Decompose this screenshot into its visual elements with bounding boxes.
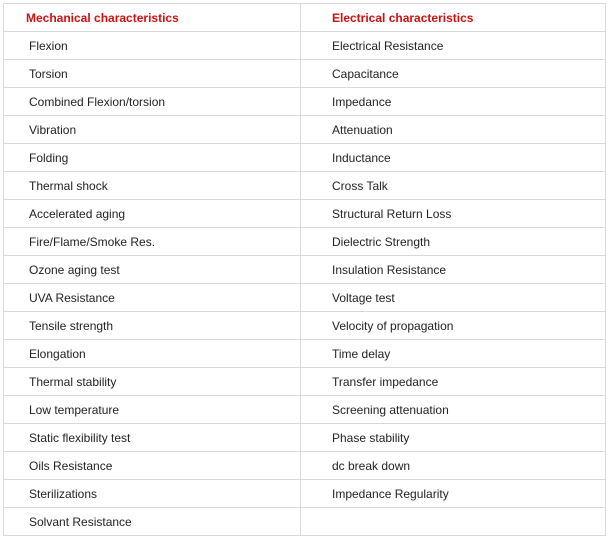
electrical-cell: Voltage test [301,284,606,312]
mechanical-cell: Oils Resistance [4,452,301,480]
mechanical-cell: Solvant Resistance [4,508,301,536]
electrical-cell: Capacitance [301,60,606,88]
characteristics-table-container [3,3,605,536]
electrical-cell: dc break down [301,452,606,480]
mechanical-cell: Accelerated aging [4,200,301,228]
electrical-cell: Phase stability [301,424,606,452]
table-row [4,424,606,452]
electrical-cell: Electrical Resistance [301,32,606,60]
header-electrical: Electrical characteristics [301,4,606,32]
table-row [4,480,606,508]
table-row [4,88,606,116]
mechanical-cell: Sterilizations [4,480,301,508]
table-row [4,32,606,60]
mechanical-cell: Torsion [4,60,301,88]
characteristics-table [3,3,606,536]
table-row [4,172,606,200]
electrical-cell: Structural Return Loss [301,200,606,228]
mechanical-cell: Low temperature [4,396,301,424]
electrical-cell: Cross Talk [301,172,606,200]
electrical-cell: Time delay [301,340,606,368]
table-row [4,340,606,368]
table-row [4,144,606,172]
table-row [4,368,606,396]
electrical-cell: Attenuation [301,116,606,144]
mechanical-cell: UVA Resistance [4,284,301,312]
electrical-cell [301,508,606,536]
electrical-cell: Transfer impedance [301,368,606,396]
table-row [4,256,606,284]
electrical-cell: Velocity of propagation [301,312,606,340]
mechanical-cell: Ozone aging test [4,256,301,284]
table-row [4,200,606,228]
table-row [4,60,606,88]
electrical-cell: Screening attenuation [301,396,606,424]
mechanical-cell: Static flexibility test [4,424,301,452]
table-header-row [4,4,606,32]
mechanical-cell: Tensile strength [4,312,301,340]
electrical-cell: Dielectric Strength [301,228,606,256]
table-row [4,396,606,424]
mechanical-cell: Thermal stability [4,368,301,396]
electrical-cell: Impedance Regularity [301,480,606,508]
table-row [4,312,606,340]
mechanical-cell: Elongation [4,340,301,368]
electrical-cell: Insulation Resistance [301,256,606,284]
mechanical-cell: Fire/Flame/Smoke Res. [4,228,301,256]
header-mechanical: Mechanical characteristics [4,4,301,32]
mechanical-cell: Vibration [4,116,301,144]
electrical-cell: Impedance [301,88,606,116]
table-row [4,452,606,480]
mechanical-cell: Flexion [4,32,301,60]
table-row [4,508,606,536]
mechanical-cell: Thermal shock [4,172,301,200]
table-body [4,32,606,536]
mechanical-cell: Folding [4,144,301,172]
table-row [4,284,606,312]
table-row [4,228,606,256]
mechanical-cell: Combined Flexion/torsion [4,88,301,116]
electrical-cell: Inductance [301,144,606,172]
table-row [4,116,606,144]
